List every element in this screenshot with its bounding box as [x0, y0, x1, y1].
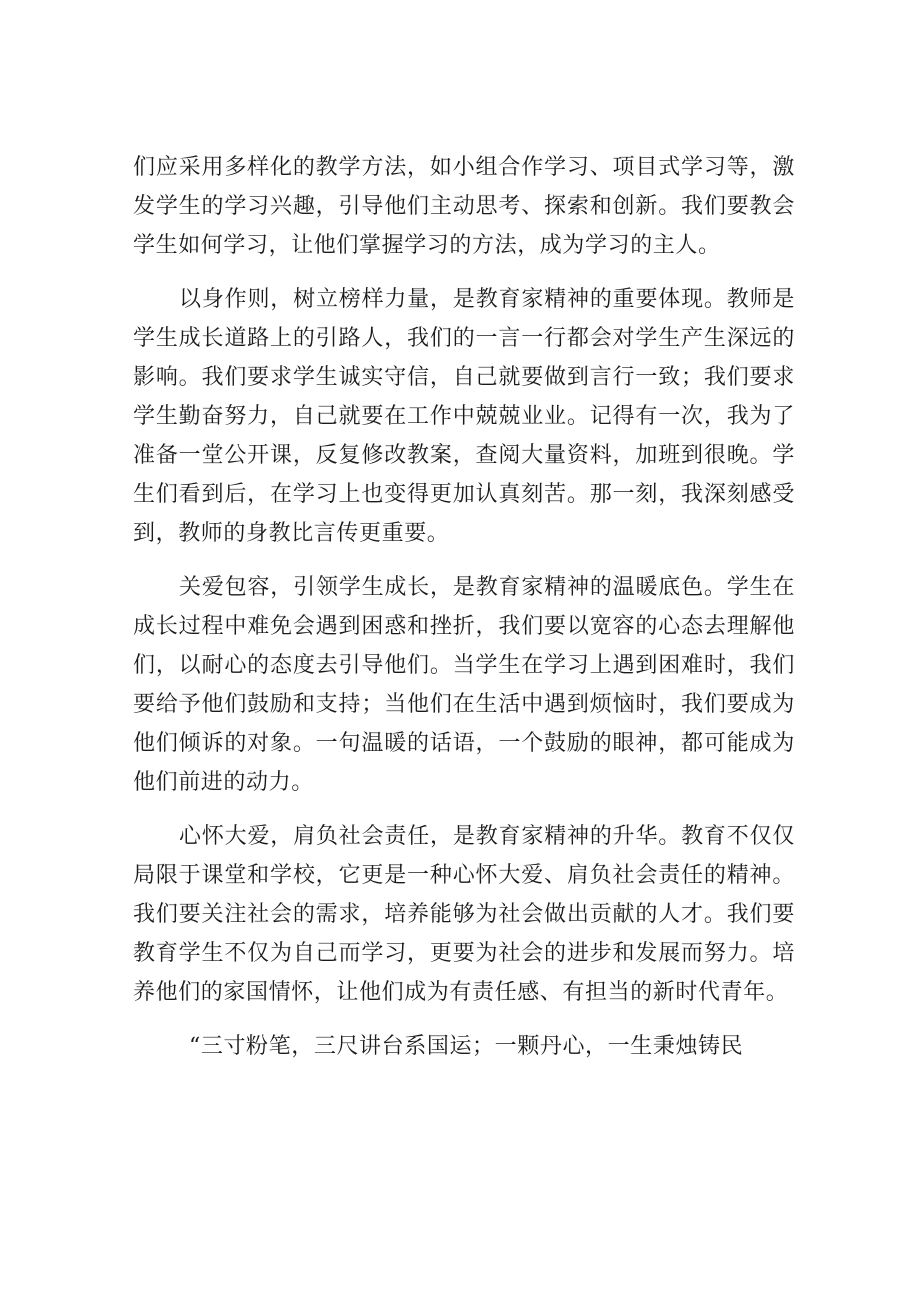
paragraph-continuation: 们应采用多样化的教学方法，如小组合作学习、项目式学习等，激发学生的学习兴趣，引导他们主动思考、探索和创新。我们要教会学生如何学习，让他们掌握学习的方法，成为学习的主人。 [133, 155, 795, 258]
paragraph-care-tolerance: 关爱包容，引领学生成长，是教育家精神的温暖底色。学生在成长过程中难免会遇到困惑和挫折，我们要以宽容的心态去理解他们，以耐心的态度去引导他们。当学生在学习上遇到困难时，我们要给予他们鼓励和支持；当他们在生活中遇到烦恼时，我们要成为他们倾诉的对象。一句温暖的话语，一个鼓励的眼神，都可能成为他们前进的动力。 [133, 575, 795, 795]
paragraph-role-model: 以身作则，树立榜样力量，是教育家精神的重要体现。教师是学生成长道路上的引路人，我们的一言一行都会对学生产生深远的影响。我们要求学生诚实守信，自己就要做到言行一致；我们要求学生勤奋努力，自己就要在工作中兢兢业业。记得有一次，我为了准备一堂公开课，反复修改教案，查阅大量资料，加班到很晚。学生们看到后，在学习上也变得更加认真刻苦。那一刻，我深刻感受到，教师的身教比言传更重要。 [133, 287, 795, 546]
paragraph-quote: “三寸粉笔，三尺讲台系国运；一颗丹心，一生秉烛铸民 [189, 1034, 744, 1059]
paragraph-social-responsibility: 心怀大爱，肩负社会责任，是教育家精神的升华。教育不仅仅局限于课堂和学校，它更是一种心怀大爱、肩负社会责任的精神。我们要关注社会的需求，培养能够为社会做出贡献的人才。我们要教育学生不仅为自己而学习，更要为社会的进步和发展而努力。培养他们的家国情怀，让他们成为有责任感、有担当的新时代青年。 [133, 824, 795, 1005]
document-body [133, 148, 795, 1081]
